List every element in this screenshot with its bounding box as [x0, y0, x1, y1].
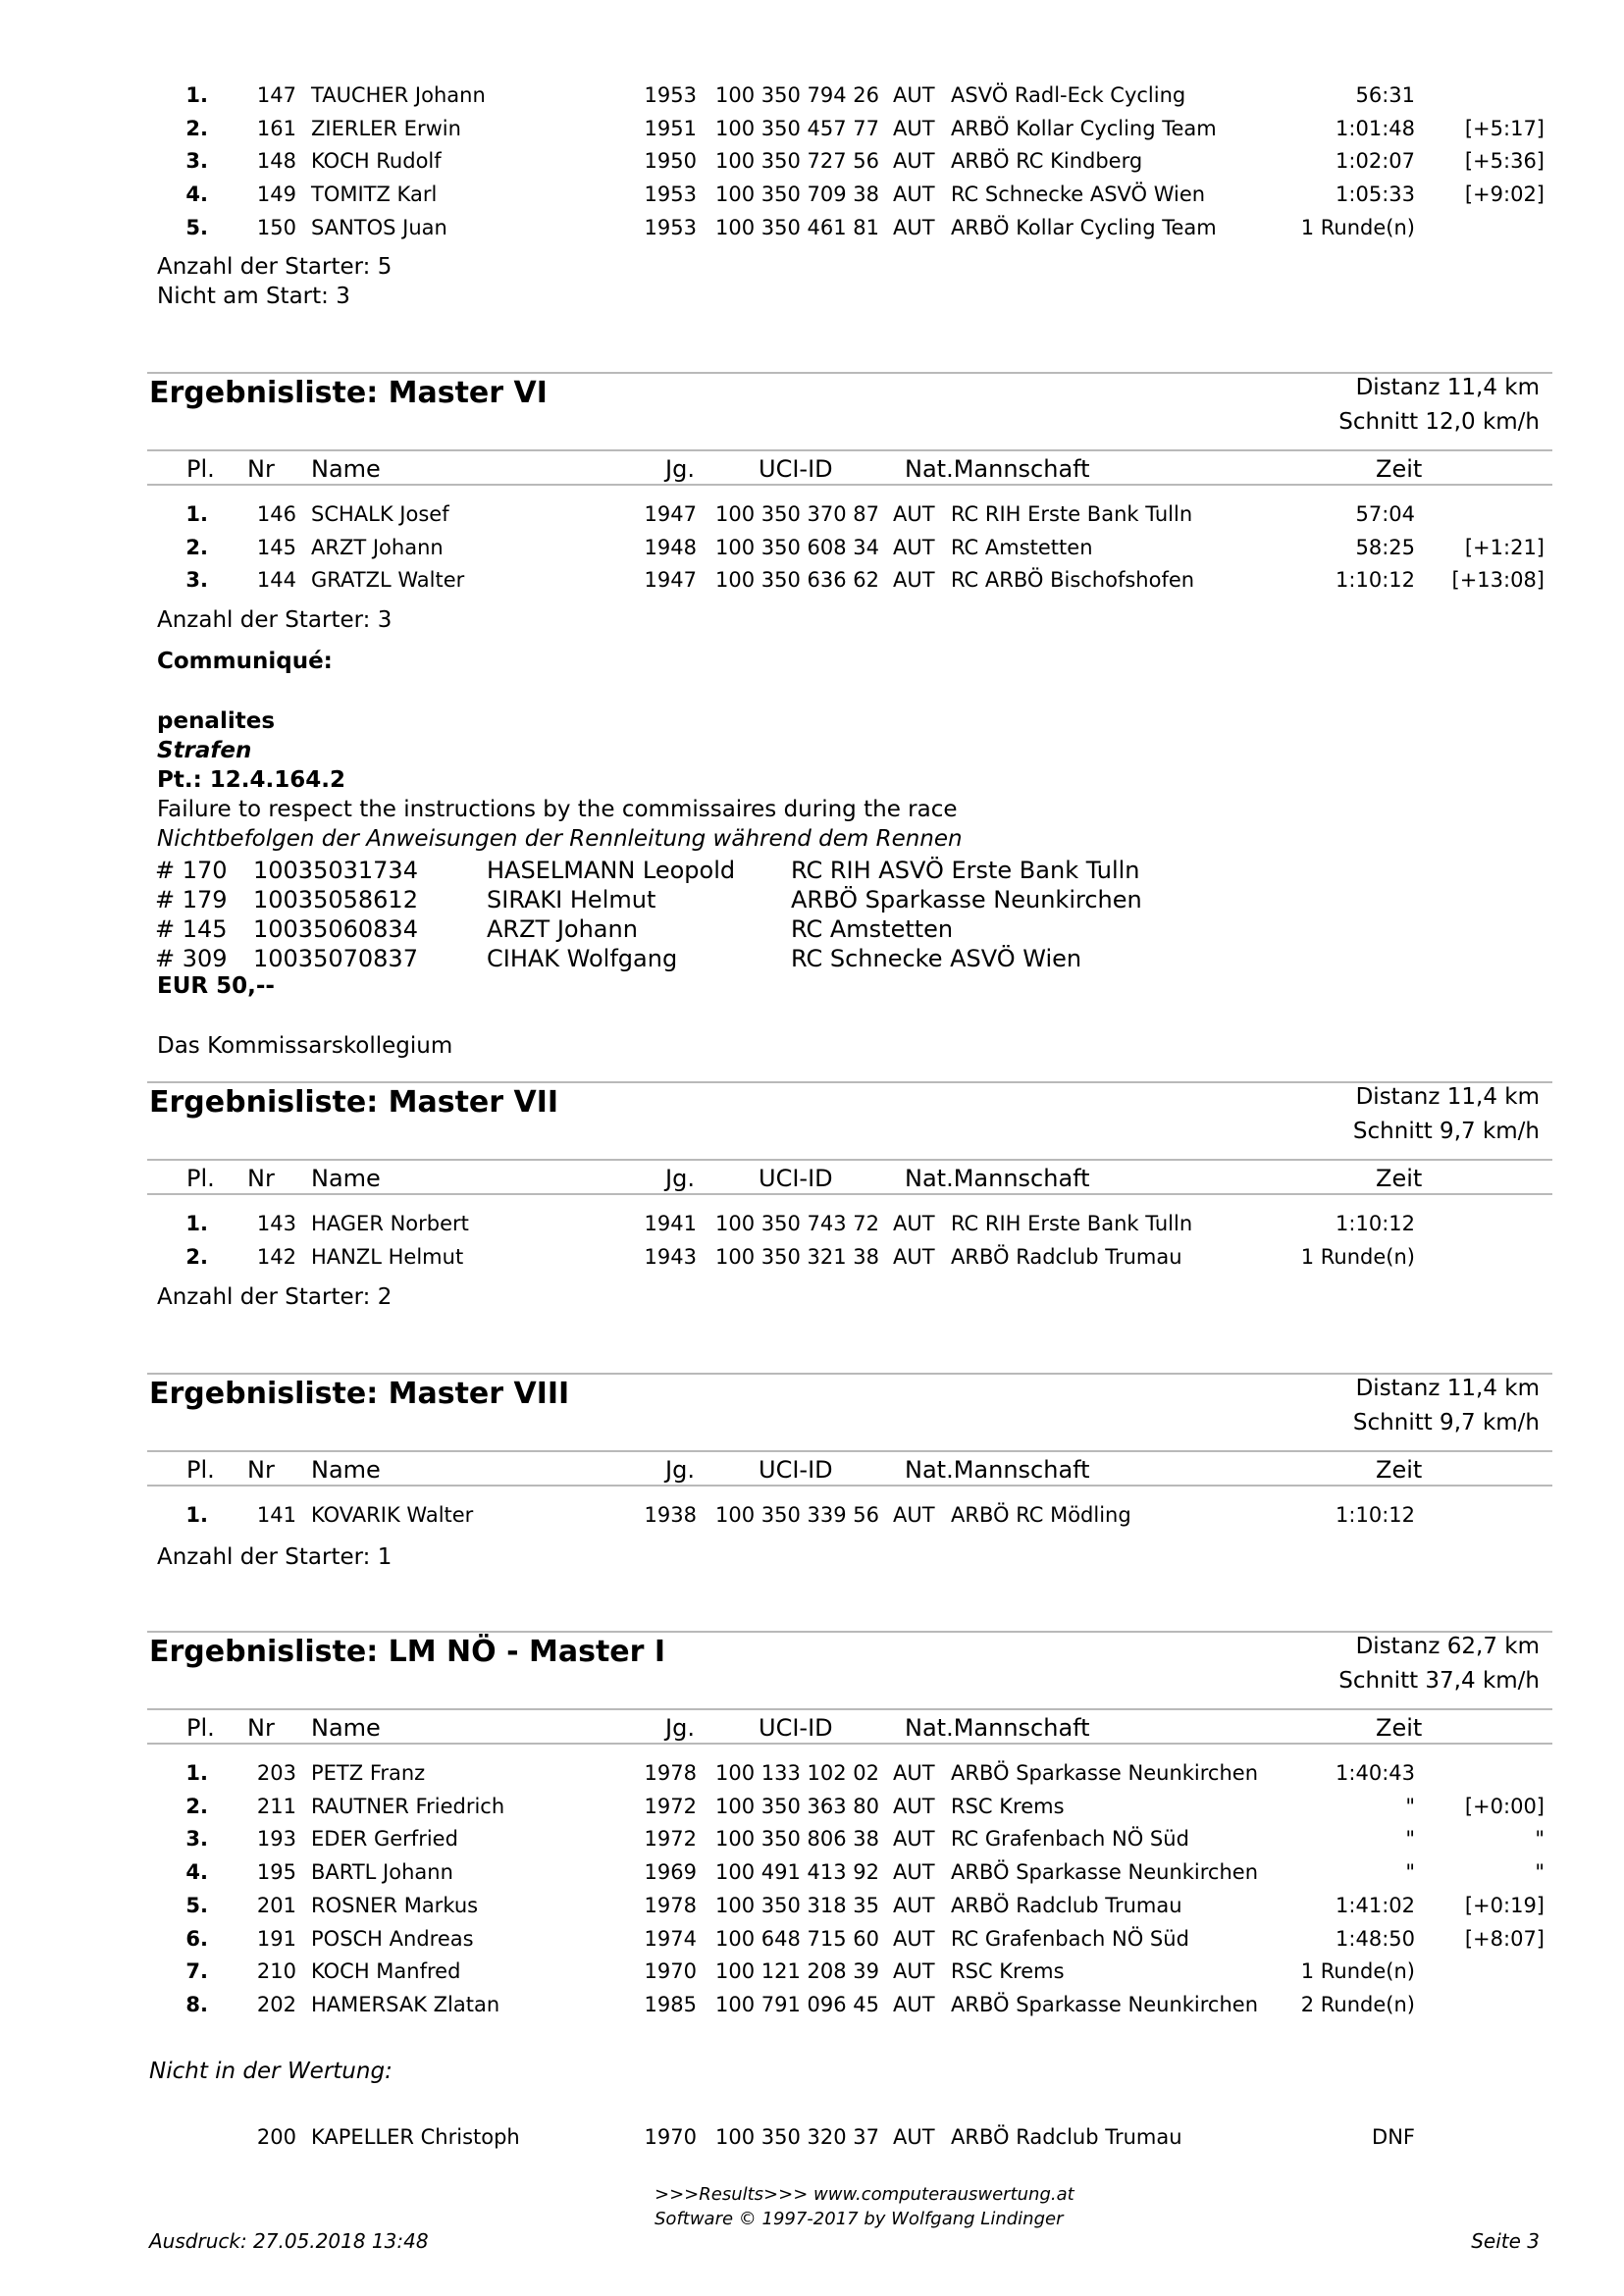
- rider-name: KOVARIK Walter: [311, 1503, 474, 1527]
- column-header-pl: Pl.: [186, 1714, 215, 1742]
- penalty-team: RC RIH ASVÖ Erste Bank Tulln: [791, 857, 1140, 884]
- section-title-master-viii: Ergebnisliste: Master VIII: [149, 1377, 570, 1411]
- finish-time: ": [1405, 1827, 1415, 1852]
- finish-time: 2 Runde(n): [1300, 1992, 1415, 2016]
- fine-amount: EUR 50,--: [157, 973, 275, 999]
- table-row: [0, 1955, 1624, 1988]
- penalty-uci-id: 10035058612: [253, 886, 418, 913]
- uci-id: 100 350 608 34: [715, 535, 879, 559]
- uci-id: 100 491 413 92: [715, 1860, 879, 1885]
- table-row: [0, 1889, 1624, 1922]
- penalty-team: RC Amstetten: [791, 915, 954, 943]
- rank: 6.: [185, 1926, 208, 1951]
- section-title-master-vi: Ergebnisliste: Master VI: [149, 376, 548, 410]
- team-name: RC Grafenbach NÖ Süd: [951, 1926, 1189, 1951]
- birth-year: 1947: [644, 568, 697, 593]
- finish-time: 1 Runde(n): [1300, 1959, 1415, 1984]
- bib-number: 141: [256, 1503, 296, 1527]
- uci-id: 100 648 715 60: [715, 1926, 879, 1951]
- birth-year: 1978: [644, 1893, 697, 1917]
- dns-count: Nicht am Start: 3: [157, 284, 350, 309]
- team-name: ARBÖ Kollar Cycling Team: [951, 215, 1217, 239]
- team-name: RSC Krems: [951, 1794, 1065, 1818]
- birth-year: 1972: [644, 1827, 697, 1852]
- finish-time: 1:10:12: [1336, 1212, 1415, 1235]
- rank: 2.: [185, 1244, 208, 1269]
- penalties-de: Strafen: [157, 738, 252, 763]
- penalty-bib: # 145: [155, 915, 228, 943]
- penalty-uci-id: 10035031734: [253, 857, 418, 884]
- column-header-row: [0, 1161, 1624, 1196]
- nationality: AUT: [893, 1893, 935, 1917]
- column-header-name: Name: [311, 1456, 381, 1484]
- birth-year: 1953: [644, 83, 697, 107]
- rider-name: ZIERLER Erwin: [311, 116, 461, 140]
- table-row: [0, 211, 1624, 244]
- birth-year: 1938: [644, 1503, 697, 1527]
- nationality: AUT: [893, 1212, 935, 1235]
- finish-time: 56:31: [1355, 83, 1415, 107]
- team-name: ARBÖ Radclub Trumau: [951, 2125, 1182, 2149]
- rider-name: KOCH Rudolf: [311, 149, 442, 174]
- birth-year: 1969: [644, 1860, 697, 1885]
- nationality: AUT: [893, 1926, 935, 1951]
- rider-name: SCHALK Josef: [311, 502, 449, 526]
- page-number: Seite 3: [1471, 2229, 1540, 2253]
- column-header-jg: Jg.: [665, 1714, 695, 1742]
- team-name: ARBÖ Sparkasse Neunkirchen: [951, 1992, 1259, 2016]
- uci-id: 100 350 794 26: [715, 83, 879, 107]
- column-header-jg: Jg.: [665, 1165, 695, 1192]
- column-header-nr: Nr: [247, 455, 275, 483]
- penalty-entry: [0, 914, 1624, 944]
- column-header-pl: Pl.: [186, 455, 215, 483]
- rank: 5.: [185, 215, 208, 239]
- nationality: AUT: [893, 1503, 935, 1527]
- penalty-team: RC Schnecke ASVÖ Wien: [791, 945, 1082, 972]
- birth-year: 1974: [644, 1926, 697, 1951]
- penalty-team: ARBÖ Sparkasse Neunkirchen: [791, 886, 1142, 913]
- time-gap: ": [1535, 1827, 1545, 1852]
- team-name: ASVÖ Radl-Eck Cycling: [951, 83, 1186, 107]
- rider-name: TOMITZ Karl: [311, 183, 438, 207]
- uci-id: 100 350 636 62: [715, 568, 879, 593]
- table-row: [0, 1822, 1624, 1855]
- rank: 3.: [185, 568, 208, 593]
- time-gap: [+5:17]: [1464, 116, 1545, 140]
- team-name: ARBÖ Radclub Trumau: [951, 1244, 1182, 1269]
- time-gap: [+0:00]: [1464, 1794, 1545, 1818]
- uci-id: 100 350 321 38: [715, 1244, 879, 1269]
- nationality: AUT: [893, 83, 935, 107]
- table-row: [0, 112, 1624, 145]
- team-name: ARBÖ Sparkasse Neunkirchen: [951, 1860, 1259, 1885]
- rank: 5.: [185, 1893, 208, 1917]
- rank: 1.: [185, 1212, 208, 1235]
- team-name: RC RIH Erste Bank Tulln: [951, 1212, 1193, 1235]
- birth-year: 1978: [644, 1761, 697, 1785]
- team-name: RC ARBÖ Bischofshofen: [951, 568, 1195, 593]
- bib-number: 142: [256, 1244, 296, 1269]
- bib-number: 203: [256, 1761, 296, 1785]
- team-name: ARBÖ RC Kindberg: [951, 149, 1143, 174]
- finish-time: 1 Runde(n): [1300, 215, 1415, 239]
- table-row: [0, 144, 1624, 178]
- column-header-row: [0, 451, 1624, 487]
- rider-name: HANZL Helmut: [311, 1244, 464, 1269]
- reason-en: Failure to respect the instructions by the commissaires during the race: [157, 797, 958, 822]
- software-credit-line: Software © 1997-2017 by Wolfgang Lindinger: [655, 2209, 1064, 2229]
- birth-year: 1947: [644, 502, 697, 526]
- distance-label: Distanz 11,4 km: [1355, 1084, 1540, 1110]
- team-name: ARBÖ Radclub Trumau: [951, 1893, 1182, 1917]
- column-header-row: [0, 1710, 1624, 1746]
- finish-time: 1:01:48: [1336, 116, 1415, 140]
- column-header-uci-id: UCI-ID: [759, 1456, 833, 1484]
- table-row: [0, 563, 1624, 597]
- column-header-row: [0, 1452, 1624, 1487]
- time-gap: [+9:02]: [1464, 183, 1545, 207]
- table-row: [0, 178, 1624, 211]
- column-header-nr: Nr: [247, 1456, 275, 1484]
- birth-year: 1951: [644, 116, 697, 140]
- finish-time: ": [1405, 1860, 1415, 1885]
- finish-time: 1:10:12: [1336, 568, 1415, 593]
- table-row: [0, 1855, 1624, 1889]
- time-gap: [+0:19]: [1464, 1893, 1545, 1917]
- rank: 2.: [185, 1794, 208, 1818]
- birth-year: 1948: [644, 535, 697, 559]
- table-row: [0, 1988, 1624, 2021]
- rank: 2.: [185, 116, 208, 140]
- birth-year: 1941: [644, 1212, 697, 1235]
- penalty-entry: [0, 885, 1624, 914]
- table-row: [0, 1498, 1624, 1532]
- bib-number: 145: [256, 535, 296, 559]
- penalty-bib: # 179: [155, 886, 228, 913]
- nationality: AUT: [893, 1761, 935, 1785]
- rank: 1.: [185, 1503, 208, 1527]
- bib-number: 210: [256, 1959, 296, 1984]
- column-header-nat-team: Nat.Mannschaft: [905, 455, 1090, 483]
- team-name: ARBÖ Kollar Cycling Team: [951, 116, 1217, 140]
- uci-id: 100 791 096 45: [715, 1992, 879, 2016]
- team-name: RC RIH Erste Bank Tulln: [951, 502, 1193, 526]
- section-divider: [147, 1081, 1552, 1083]
- nationality: AUT: [893, 1244, 935, 1269]
- average-speed-label: Schnitt 37,4 km/h: [1338, 1668, 1540, 1694]
- rank: 1.: [185, 1761, 208, 1785]
- column-header-jg: Jg.: [665, 455, 695, 483]
- nationality: AUT: [893, 1992, 935, 2016]
- rider-name: EDER Gerfried: [311, 1827, 458, 1852]
- column-header-uci-id: UCI-ID: [759, 455, 833, 483]
- penalty-entry: [0, 856, 1624, 885]
- column-header-uci-id: UCI-ID: [759, 1714, 833, 1742]
- rider-name: ROSNER Markus: [311, 1893, 479, 1917]
- bib-number: 161: [256, 116, 296, 140]
- uci-id: 100 350 457 77: [715, 116, 879, 140]
- birth-year: 1953: [644, 183, 697, 207]
- rider-name: TAUCHER Johann: [311, 83, 486, 107]
- rider-name: KAPELLER Christoph: [311, 2125, 520, 2149]
- rank: 3.: [185, 1827, 208, 1852]
- bib-number: 193: [256, 1827, 296, 1852]
- rank: 3.: [185, 149, 208, 174]
- uci-id: 100 350 806 38: [715, 1827, 879, 1852]
- bib-number: 147: [256, 83, 296, 107]
- uci-id: 100 350 363 80: [715, 1794, 879, 1818]
- uci-id: 100 350 370 87: [715, 502, 879, 526]
- rank: 1.: [185, 502, 208, 526]
- column-header-zeit: Zeit: [1376, 1165, 1423, 1192]
- rider-name: RAUTNER Friedrich: [311, 1794, 505, 1818]
- table-row: [0, 1207, 1624, 1240]
- bib-number: 148: [256, 149, 296, 174]
- team-name: RC Schnecke ASVÖ Wien: [951, 183, 1206, 207]
- penalty-uci-id: 10035070837: [253, 945, 418, 972]
- penalty-rider-name: SIRAKI Helmut: [487, 886, 656, 913]
- rider-name: KOCH Manfred: [311, 1959, 461, 1984]
- nationality: AUT: [893, 568, 935, 593]
- header-bottom-rule: [147, 1193, 1552, 1195]
- nationality: AUT: [893, 2125, 935, 2149]
- section-divider: [147, 1631, 1552, 1633]
- time-gap: [+8:07]: [1464, 1926, 1545, 1951]
- finish-time: 1:10:12: [1336, 1503, 1415, 1527]
- column-header-name: Name: [311, 1714, 381, 1742]
- finish-time: DNF: [1372, 2125, 1415, 2149]
- starter-count: Anzahl der Starter: 3: [157, 607, 393, 633]
- nationality: AUT: [893, 215, 935, 239]
- birth-year: 1970: [644, 2125, 697, 2149]
- team-name: RC Grafenbach NÖ Süd: [951, 1827, 1189, 1852]
- birth-year: 1972: [644, 1794, 697, 1818]
- article-ref: Pt.: 12.4.164.2: [157, 767, 346, 793]
- finish-time: 57:04: [1355, 502, 1415, 526]
- column-header-nr: Nr: [247, 1714, 275, 1742]
- column-header-nat-team: Nat.Mannschaft: [905, 1165, 1090, 1192]
- team-name: ARBÖ Sparkasse Neunkirchen: [951, 1761, 1259, 1785]
- uci-id: 100 133 102 02: [715, 1761, 879, 1785]
- rider-name: SANTOS Juan: [311, 215, 447, 239]
- column-header-nr: Nr: [247, 1165, 275, 1192]
- rider-name: GRATZL Walter: [311, 568, 465, 593]
- time-gap: [+1:21]: [1464, 535, 1545, 559]
- birth-year: 1943: [644, 1244, 697, 1269]
- bib-number: 201: [256, 1893, 296, 1917]
- rider-name: POSCH Andreas: [311, 1926, 474, 1951]
- header-bottom-rule: [147, 1743, 1552, 1745]
- bib-number: 146: [256, 502, 296, 526]
- finish-time: 1 Runde(n): [1300, 1244, 1415, 1269]
- rider-name: PETZ Franz: [311, 1761, 426, 1785]
- print-timestamp: Ausdruck: 27.05.2018 13:48: [149, 2229, 429, 2253]
- rank: 2.: [185, 535, 208, 559]
- section-divider: [147, 1373, 1552, 1375]
- starter-count: Anzahl der Starter: 5: [157, 254, 393, 280]
- birth-year: 1970: [644, 1959, 697, 1984]
- column-header-jg: Jg.: [665, 1456, 695, 1484]
- birth-year: 1950: [644, 149, 697, 174]
- column-header-pl: Pl.: [186, 1456, 215, 1484]
- column-header-uci-id: UCI-ID: [759, 1165, 833, 1192]
- nationality: AUT: [893, 535, 935, 559]
- finish-time: 1:02:07: [1336, 149, 1415, 174]
- birth-year: 1985: [644, 1992, 697, 2016]
- not-ranked-label: Nicht in der Wertung:: [149, 2059, 393, 2084]
- uci-id: 100 121 208 39: [715, 1959, 879, 1984]
- uci-id: 100 350 320 37: [715, 2125, 879, 2149]
- distance-label: Distanz 11,4 km: [1355, 1376, 1540, 1401]
- team-name: ARBÖ RC Mödling: [951, 1503, 1131, 1527]
- penalty-rider-name: CIHAK Wolfgang: [487, 945, 678, 972]
- team-name: RC Amstetten: [951, 535, 1093, 559]
- reason-de: Nichtbefolgen der Anweisungen der Rennleitung während dem Rennen: [157, 826, 963, 852]
- bib-number: 211: [256, 1794, 296, 1818]
- time-gap: ": [1535, 1860, 1545, 1885]
- uci-id: 100 350 339 56: [715, 1503, 879, 1527]
- penalty-uci-id: 10035060834: [253, 915, 418, 943]
- uci-id: 100 350 318 35: [715, 1893, 879, 1917]
- bib-number: 143: [256, 1212, 296, 1235]
- section-title-master-vii: Ergebnisliste: Master VII: [149, 1085, 559, 1120]
- table-row: [0, 2120, 1624, 2154]
- section-title-lm-noe-master-i: Ergebnisliste: LM NÖ - Master I: [149, 1635, 666, 1669]
- nationality: AUT: [893, 149, 935, 174]
- table-row: [0, 497, 1624, 531]
- finish-time: 1:40:43: [1336, 1761, 1415, 1785]
- table-row: [0, 1756, 1624, 1790]
- column-header-zeit: Zeit: [1376, 455, 1423, 483]
- rank: 4.: [185, 183, 208, 207]
- nationality: AUT: [893, 502, 935, 526]
- average-speed-label: Schnitt 9,7 km/h: [1352, 1119, 1540, 1144]
- column-header-name: Name: [311, 455, 381, 483]
- penalty-entry: [0, 944, 1624, 973]
- bib-number: 200: [256, 2125, 296, 2149]
- nationality: AUT: [893, 116, 935, 140]
- starter-count: Anzahl der Starter: 2: [157, 1284, 393, 1310]
- rider-name: HAGER Norbert: [311, 1212, 469, 1235]
- penalty-rider-name: ARZT Johann: [487, 915, 638, 943]
- section-divider: [147, 372, 1552, 374]
- team-name: RSC Krems: [951, 1959, 1065, 1984]
- average-speed-label: Schnitt 12,0 km/h: [1338, 409, 1540, 435]
- table-row: [0, 78, 1624, 112]
- finish-time: ": [1405, 1794, 1415, 1818]
- rider-name: BARTL Johann: [311, 1860, 453, 1885]
- starter-count: Anzahl der Starter: 1: [157, 1544, 393, 1570]
- distance-label: Distanz 62,7 km: [1355, 1634, 1540, 1659]
- column-header-zeit: Zeit: [1376, 1456, 1423, 1484]
- penalty-rider-name: HASELMANN Leopold: [487, 857, 736, 884]
- nationality: AUT: [893, 183, 935, 207]
- column-header-nat-team: Nat.Mannschaft: [905, 1456, 1090, 1484]
- bib-number: 202: [256, 1992, 296, 2016]
- rider-name: ARZT Johann: [311, 535, 444, 559]
- rider-name: HAMERSAK Zlatan: [311, 1992, 500, 2016]
- uci-id: 100 350 743 72: [715, 1212, 879, 1235]
- rank: 1.: [185, 83, 208, 107]
- bib-number: 149: [256, 183, 296, 207]
- table-row: [0, 1790, 1624, 1823]
- finish-time: 1:05:33: [1336, 183, 1415, 207]
- rank: 4.: [185, 1860, 208, 1885]
- column-header-nat-team: Nat.Mannschaft: [905, 1714, 1090, 1742]
- table-row: [0, 1922, 1624, 1956]
- penalties-en: penalites: [157, 708, 276, 734]
- nationality: AUT: [893, 1959, 935, 1984]
- nationality: AUT: [893, 1794, 935, 1818]
- finish-time: 58:25: [1355, 535, 1415, 559]
- rank: 7.: [185, 1959, 208, 1984]
- column-header-name: Name: [311, 1165, 381, 1192]
- time-gap: [+5:36]: [1464, 149, 1545, 174]
- finish-time: 1:48:50: [1336, 1926, 1415, 1951]
- column-header-zeit: Zeit: [1376, 1714, 1423, 1742]
- nationality: AUT: [893, 1860, 935, 1885]
- rank: 8.: [185, 1992, 208, 2016]
- bib-number: 150: [256, 215, 296, 239]
- birth-year: 1953: [644, 215, 697, 239]
- header-bottom-rule: [147, 1485, 1552, 1487]
- uci-id: 100 350 727 56: [715, 149, 879, 174]
- commissaires-signature: Das Kommissarskollegium: [157, 1033, 453, 1059]
- communique-heading: Communiqué:: [157, 649, 333, 674]
- uci-id: 100 350 461 81: [715, 215, 879, 239]
- penalty-bib: # 309: [155, 945, 228, 972]
- bib-number: 144: [256, 568, 296, 593]
- table-row: [0, 1240, 1624, 1274]
- header-bottom-rule: [147, 484, 1552, 486]
- column-header-pl: Pl.: [186, 1165, 215, 1192]
- nationality: AUT: [893, 1827, 935, 1852]
- distance-label: Distanz 11,4 km: [1355, 375, 1540, 400]
- bib-number: 195: [256, 1860, 296, 1885]
- penalty-bib: # 170: [155, 857, 228, 884]
- average-speed-label: Schnitt 9,7 km/h: [1352, 1410, 1540, 1435]
- uci-id: 100 350 709 38: [715, 183, 879, 207]
- results-website-line: >>>Results>>> www.computerauswertung.at: [655, 2184, 1074, 2205]
- finish-time: 1:41:02: [1336, 1893, 1415, 1917]
- time-gap: [+13:08]: [1451, 568, 1545, 593]
- bib-number: 191: [256, 1926, 296, 1951]
- table-row: [0, 531, 1624, 564]
